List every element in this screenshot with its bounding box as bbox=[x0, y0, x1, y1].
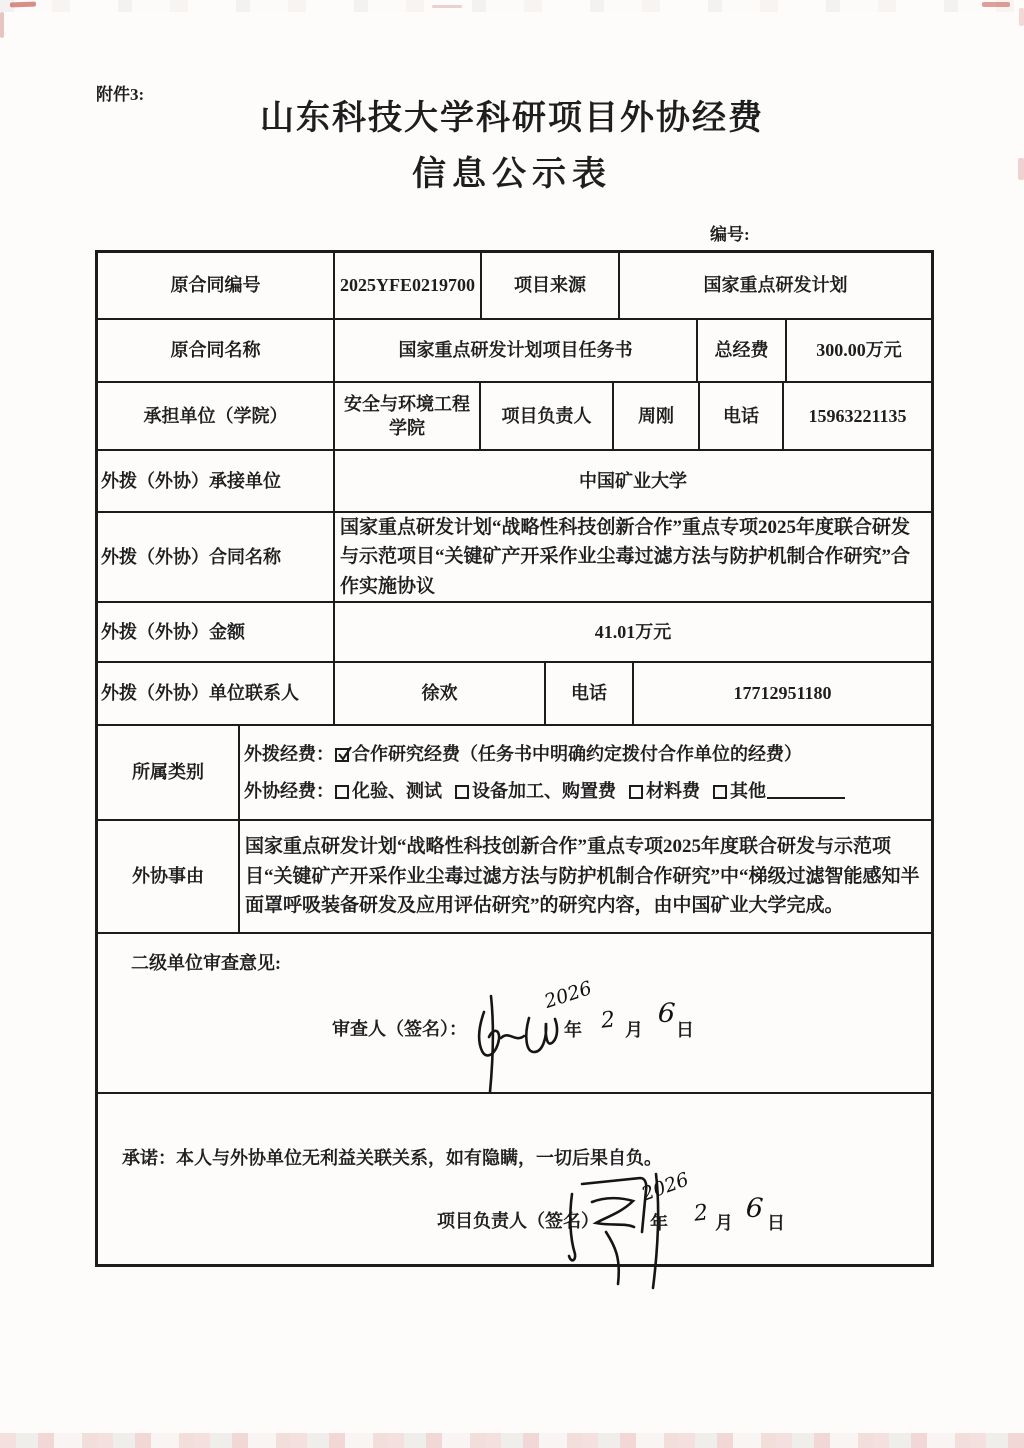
other-blank-line bbox=[767, 783, 845, 799]
contact-phone-label: 电话 bbox=[544, 663, 632, 724]
pledge-year-handwritten: 2026 bbox=[638, 1168, 692, 1206]
category-line-2 bbox=[244, 773, 845, 810]
allocated-funds-prefix: 外拨经费： bbox=[244, 743, 334, 764]
scan-artifact bbox=[1019, 8, 1024, 26]
reviewer-sign-label: 审查人（签名）： bbox=[332, 1019, 467, 1039]
review-month-handwritten: 2 bbox=[599, 1007, 617, 1034]
outsourcing-contact-label: 外拨（外协）单位联系人 bbox=[101, 683, 299, 704]
page-title: 山东科技大学科研项目外协经费 bbox=[260, 100, 764, 137]
review-day-handwritten: 6 bbox=[656, 997, 677, 1030]
reason-label: 外协事由 bbox=[132, 866, 204, 887]
attachment-label: 附件3: bbox=[96, 85, 145, 104]
scan-artifact bbox=[982, 2, 1010, 7]
table-row bbox=[98, 661, 931, 724]
table-row bbox=[98, 724, 931, 819]
option-test: 化验、测试 bbox=[352, 780, 442, 801]
checkbox-empty-icon bbox=[629, 785, 643, 799]
leader-phone-value: 15963221135 bbox=[782, 383, 931, 449]
pledge-day-handwritten: 6 bbox=[744, 1192, 765, 1225]
pledge-month-unit: 月 bbox=[715, 1213, 733, 1233]
review-section-title: 二级单位审查意见: bbox=[131, 953, 281, 973]
outsourcing-funds-prefix: 外协经费： bbox=[244, 780, 334, 801]
review-year-unit: 年 bbox=[564, 1020, 582, 1040]
contact-phone-value: 17712951180 bbox=[632, 663, 931, 724]
project-leader-value: 周刚 bbox=[612, 383, 698, 449]
leader-phone-label: 电话 bbox=[698, 383, 782, 449]
pledge-statement: 承诺：本人与外协单位无利益关联关系，如有隐瞒，一切后果自负。 bbox=[122, 1148, 662, 1168]
contract-no-value: 2025YFE0219700 bbox=[333, 253, 480, 318]
pledge-section bbox=[98, 1092, 931, 1264]
pledge-year-unit: 年 bbox=[650, 1213, 668, 1233]
page-title-line2: 信息公示表 bbox=[412, 156, 612, 193]
recipient-unit-label: 外拨（外协）承接单位 bbox=[101, 470, 281, 491]
recipient-unit-value: 中国矿业大学 bbox=[333, 451, 931, 511]
review-day-unit: 日 bbox=[676, 1020, 694, 1040]
category-label: 所属类别 bbox=[132, 762, 204, 783]
undertaking-unit-value: 安全与环境工程学院 bbox=[333, 383, 479, 449]
checkbox-empty-icon bbox=[455, 785, 469, 799]
pledge-month-handwritten: 2 bbox=[692, 1200, 710, 1227]
form-table bbox=[95, 250, 934, 1267]
option-material: 材料费 bbox=[646, 780, 700, 801]
document-number-label: 编号: bbox=[710, 225, 750, 244]
project-source-value: 国家重点研发计划 bbox=[618, 253, 931, 318]
checkbox-empty-icon bbox=[335, 785, 349, 799]
outsourcing-amount-label: 外拨（外协）金额 bbox=[101, 621, 245, 642]
table-row bbox=[98, 253, 931, 318]
checkbox-empty-icon bbox=[713, 785, 727, 799]
contract-name-value: 国家重点研发计划项目任务书 bbox=[333, 320, 696, 381]
table-row bbox=[98, 449, 931, 511]
cooperation-research-option: 合作研究经费（任务书中明确约定拨付合作单位的经费） bbox=[352, 743, 802, 764]
project-leader-label: 项目负责人 bbox=[479, 383, 612, 449]
project-source-label: 项目来源 bbox=[480, 253, 618, 318]
option-equipment: 设备加工、购置费 bbox=[472, 780, 616, 801]
scan-artifact bbox=[0, 12, 4, 38]
scan-artifact bbox=[0, 0, 1024, 12]
contract-no-label: 原合同编号 bbox=[170, 275, 261, 296]
reason-value: 国家重点研发计划“战略性科技创新合作”重点专项2025年度联合研发与示范项目“关键矿产开采作业尘毒过滤方法与防护机制合作研究”中“梯级过滤智能感知半面罩呼吸装备研发及应用评估研究”的研究内容，由中国矿业大学完成。 bbox=[238, 821, 931, 932]
table-row bbox=[98, 819, 931, 932]
outsourcing-contact-value: 徐欢 bbox=[333, 663, 544, 724]
total-budget-value: 300.00万元 bbox=[785, 320, 931, 381]
table-row bbox=[98, 601, 931, 661]
review-section bbox=[98, 932, 931, 1092]
scan-artifact bbox=[432, 5, 462, 8]
table-row bbox=[98, 511, 931, 601]
undertaking-unit-label: 承担单位（学院） bbox=[143, 405, 288, 426]
review-year-handwritten: 2026 bbox=[541, 977, 595, 1013]
option-other: 其他 bbox=[730, 780, 766, 801]
review-month-unit: 月 bbox=[625, 1020, 643, 1040]
pledge-day-unit: 日 bbox=[767, 1213, 785, 1233]
table-row bbox=[98, 381, 931, 449]
outsourcing-amount-value: 41.01万元 bbox=[333, 603, 931, 661]
total-budget-label: 总经费 bbox=[696, 320, 785, 381]
scan-artifact bbox=[0, 1433, 1024, 1448]
outsourcing-contract-value: 国家重点研发计划“战略性科技创新合作”重点专项2025年度联合研发与示范项目“关键矿产开采作业尘毒过滤方法与防护机制合作研究”合作实施协议 bbox=[333, 513, 931, 601]
contract-name-label: 原合同名称 bbox=[170, 340, 261, 361]
checkbox-checked-icon bbox=[335, 748, 349, 762]
category-line-1 bbox=[244, 736, 802, 773]
scan-artifact bbox=[10, 2, 36, 8]
table-row bbox=[98, 318, 931, 381]
leader-sign-label: 项目负责人（签名） bbox=[437, 1211, 599, 1231]
category-content bbox=[238, 726, 931, 819]
outsourcing-contract-label: 外拨（外协）合同名称 bbox=[101, 546, 281, 567]
